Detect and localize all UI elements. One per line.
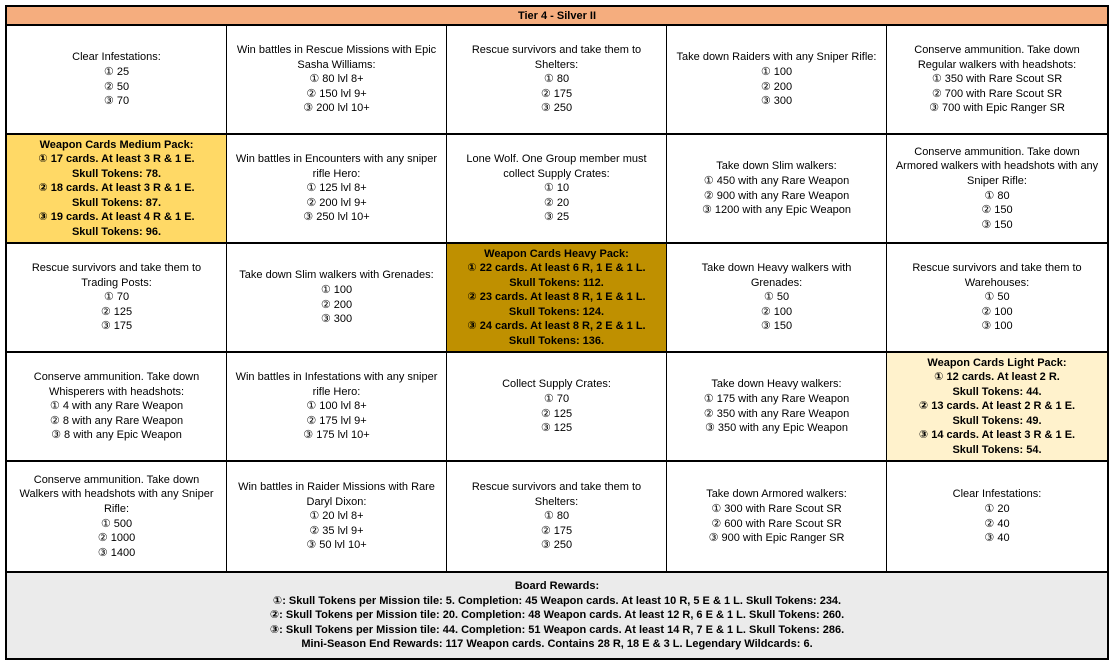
board-rewards xyxy=(5,573,1109,660)
text-line: ③ 125 xyxy=(540,422,573,435)
text-line: ① 70 xyxy=(543,392,570,405)
text-line: ①: Skull Tokens per Mission tile: 5. Completion: 45 Weapon cards. At least 10 R, 5 E & 1 L. Skull Tokens: 234. xyxy=(272,594,842,607)
text-line: ① 17 cards. At least 3 R & 1 E. xyxy=(38,153,195,166)
text-line: Mini-Season End Rewards: 117 Weapon cards. Contains 28 R, 18 E & 3 L. Legendary Wildcards: 6. xyxy=(301,638,813,651)
text-line: Conserve ammunition. Take down Walkers with headshots with any Sniper Rifle: xyxy=(19,473,214,515)
text-line: ③ 19 cards. At least 4 R & 1 E. xyxy=(38,211,195,224)
text-line: Skull Tokens: 112. xyxy=(509,276,604,289)
text-line: ② 900 with any Rare Weapon xyxy=(703,189,850,202)
mission-tile-clear-infestations-2 xyxy=(887,462,1107,571)
text-line: ③ 175 xyxy=(100,320,133,333)
text-line: ③ 350 with any Epic Weapon xyxy=(705,422,848,435)
reward-tile-light-pack xyxy=(887,353,1107,462)
text-line: ③ 1200 with any Epic Weapon xyxy=(701,204,852,217)
text-line: ② 175 xyxy=(540,87,573,100)
text-line: ③ 50 lvl 10+ xyxy=(306,539,367,552)
mission-tile-slim-grenades xyxy=(227,244,447,353)
mission-grid xyxy=(5,26,1109,573)
reward-tile-medium-pack xyxy=(7,135,227,244)
text-line: ③ 14 cards. At least 3 R & 1 E. xyxy=(918,429,1076,442)
text-line: ② 13 cards. At least 2 R & 1 E. xyxy=(918,400,1076,413)
text-line: ① 20 xyxy=(984,502,1010,515)
text-line: ② 100 xyxy=(760,305,793,318)
text-line: ① 100 xyxy=(760,65,793,78)
text-line: ② 200 lvl 9+ xyxy=(306,196,367,209)
text-line: ②: Skull Tokens per Mission tile: 20. Completion: 48 Weapon cards. At least 12 R, 6 E & 1 L. Skull Tokens: 260. xyxy=(269,609,845,622)
text-line: Clear Infestations: xyxy=(952,488,1042,501)
text-line: ③ 150 xyxy=(760,320,793,333)
board-rewards-title: Board Rewards: xyxy=(514,580,600,593)
text-line: ① 350 with Rare Scout SR xyxy=(931,73,1063,86)
text-line: ② 350 with any Rare Weapon xyxy=(703,407,850,420)
text-line: ② 23 cards. At least 8 R, 1 E & 1 L. xyxy=(467,291,646,304)
mission-tile-slim-walkers xyxy=(667,135,887,244)
text-line: ② 1000 xyxy=(97,532,136,545)
text-line: Skull Tokens: 54. xyxy=(952,443,1042,456)
text-line: ① 12 cards. At least 2 R. xyxy=(934,371,1060,384)
text-line: ③ 900 with Epic Ranger SR xyxy=(708,532,845,545)
mission-tile-heavy-walkers xyxy=(667,353,887,462)
mission-tile-walkers-sniper xyxy=(7,462,227,571)
text-line: Win battles in Encounters with any sniper rifle Hero: xyxy=(235,153,438,180)
mission-tile-armored-headshots xyxy=(887,135,1107,244)
text-line: ② 700 with Rare Scout SR xyxy=(931,87,1063,100)
text-line: ② 125 xyxy=(100,305,133,318)
text-line: ③ 40 xyxy=(984,532,1010,545)
text-line: Skull Tokens: 96. xyxy=(71,225,162,238)
mission-tile-regular-headshots xyxy=(887,26,1107,135)
text-line: Weapon Cards Heavy Pack: xyxy=(484,247,629,260)
mission-tile-supply-crates xyxy=(447,353,667,462)
text-line: Skull Tokens: 124. xyxy=(508,305,605,318)
text-line: ① 20 lvl 8+ xyxy=(309,510,364,523)
text-line: ③ 70 xyxy=(103,95,130,108)
text-line: ③ 100 xyxy=(981,320,1013,333)
text-line: ② 40 xyxy=(984,517,1010,530)
text-line: Conserve ammunition. Take down Regular walkers with headshots: xyxy=(914,44,1080,71)
text-line: Take down Raiders with any Sniper Rifle: xyxy=(676,51,877,64)
mission-tile-whisperers xyxy=(7,353,227,462)
text-line: ② 200 xyxy=(320,298,353,311)
text-line: Clear Infestations: xyxy=(72,51,161,64)
text-line: ① 100 xyxy=(320,283,353,296)
text-line: ② 150 xyxy=(981,204,1013,217)
mission-tile-armored-walkers xyxy=(667,462,887,571)
text-line: ③ 250 xyxy=(540,102,573,115)
text-line: Rescue survivors and take them to Shelters: xyxy=(471,481,642,508)
text-line: ① 100 lvl 8+ xyxy=(306,400,367,413)
text-line: ① 300 with Rare Scout SR xyxy=(711,502,842,515)
reward-tile-heavy-pack xyxy=(447,244,667,353)
text-line: ① 80 xyxy=(984,189,1010,202)
text-line: Win battles in Rescue Missions with Epic Sasha Williams: xyxy=(236,44,437,71)
text-line: Conserve ammunition. Take down Armored walkers with headshots with any Sniper Rifle: xyxy=(895,145,1099,187)
text-line: ③ 8 with any Epic Weapon xyxy=(51,429,182,442)
text-line: ③ 25 xyxy=(543,211,570,224)
tier-title: Tier 4 - Silver II xyxy=(517,9,597,22)
text-line: ① 50 xyxy=(763,291,790,304)
mission-tile-encounters-sniper xyxy=(227,135,447,244)
mission-tile-lone-wolf xyxy=(447,135,667,244)
text-line: Skull Tokens: 49. xyxy=(952,414,1042,427)
text-line: ③ 200 lvl 10+ xyxy=(303,102,370,115)
text-line: ① 80 xyxy=(543,510,570,523)
text-line: ② 100 xyxy=(981,305,1013,318)
board-rewards-lines xyxy=(7,594,1107,652)
text-line: ② 35 lvl 9+ xyxy=(309,524,364,537)
mission-tile-shelters xyxy=(447,26,667,135)
mission-tile-raiders-sniper xyxy=(667,26,887,135)
text-line: Weapon Cards Medium Pack: xyxy=(39,138,194,151)
text-line: ① 125 lvl 8+ xyxy=(306,182,367,195)
text-line: Collect Supply Crates: xyxy=(502,378,611,391)
text-line: Take down Heavy walkers: xyxy=(711,378,842,391)
text-line: ① 25 xyxy=(103,65,130,78)
text-line: ① 80 lvl 8+ xyxy=(309,73,364,86)
text-line: ① 175 with any Rare Weapon xyxy=(703,392,850,405)
text-line: Skull Tokens: 44. xyxy=(952,385,1042,398)
text-line: ② 50 xyxy=(103,80,130,93)
mission-tile-raider-daryl xyxy=(227,462,447,571)
text-line: ② 18 cards. At least 3 R & 1 E. xyxy=(38,182,195,195)
text-line: ① 80 xyxy=(543,73,570,86)
text-line: Rescue survivors and take them to Shelters: xyxy=(471,44,642,71)
text-line: ② 175 lvl 9+ xyxy=(306,414,367,427)
text-line: Take down Armored walkers: xyxy=(706,488,847,501)
text-line: Lone Wolf. One Group member must collect Supply Crates: xyxy=(466,153,647,180)
text-line: ③ 250 lvl 10+ xyxy=(303,211,370,224)
text-line: Take down Heavy walkers with Grenades: xyxy=(701,262,852,289)
text-line: ③ 175 lvl 10+ xyxy=(303,429,370,442)
text-line: ③ 1400 xyxy=(97,546,136,559)
text-line: ③ 250 xyxy=(540,539,573,552)
text-line: ② 200 xyxy=(760,80,793,93)
text-line: ① 70 xyxy=(103,291,130,304)
text-line: ② 600 with Rare Scout SR xyxy=(711,517,842,530)
text-line: Take down Slim walkers with Grenades: xyxy=(239,269,434,282)
mission-tile-rescue-sasha xyxy=(227,26,447,135)
text-line: ③ 150 xyxy=(981,218,1013,231)
text-line: ② 175 xyxy=(540,524,573,537)
text-line: ① 22 cards. At least 6 R, 1 E & 1 L. xyxy=(467,262,646,275)
mission-tile-trading-posts xyxy=(7,244,227,353)
text-line: ② 8 with any Rare Weapon xyxy=(49,414,184,427)
text-line: Win battles in Raider Missions with Rare Daryl Dixon: xyxy=(238,481,435,508)
text-line: ② 150 lvl 9+ xyxy=(306,87,367,100)
text-line: ③ 700 with Epic Ranger SR xyxy=(929,102,1065,115)
challenge-board xyxy=(5,5,1109,660)
text-line: Conserve ammunition. Take down Whisperers with headshots: xyxy=(33,371,200,398)
mission-tile-heavy-grenades xyxy=(667,244,887,353)
mission-tile-infestations-sniper xyxy=(227,353,447,462)
text-line: Rescue survivors and take them to Warehouses: xyxy=(912,262,1082,289)
text-line: ① 500 xyxy=(100,517,133,530)
mission-tile-shelters-2 xyxy=(447,462,667,571)
tier-header xyxy=(5,5,1109,26)
text-line: ① 50 xyxy=(984,291,1010,304)
text-line: Win battles in Infestations with any sniper rifle Hero: xyxy=(235,371,438,398)
text-line: ③ 300 xyxy=(320,313,353,326)
mission-tile-clear-infestations xyxy=(7,26,227,135)
text-line: ① 450 with any Rare Weapon xyxy=(703,174,850,187)
text-line: ② 20 xyxy=(543,196,570,209)
text-line: ③: Skull Tokens per Mission tile: 44. Completion: 51 Weapon cards. At least 14 R, 7 E & 1 L. Skull Tokens: 286. xyxy=(269,623,845,636)
text-line: Skull Tokens: 87. xyxy=(71,196,162,209)
text-line: ① 10 xyxy=(543,182,570,195)
text-line: Skull Tokens: 78. xyxy=(71,167,162,180)
text-line: ③ 24 cards. At least 8 R, 2 E & 1 L. xyxy=(467,320,646,333)
text-line: ③ 300 xyxy=(760,95,793,108)
text-line: ① 4 with any Rare Weapon xyxy=(49,400,184,413)
text-line: Skull Tokens: 136. xyxy=(508,334,605,347)
text-line: Rescue survivors and take them to Trading Posts: xyxy=(31,262,202,289)
text-line: Weapon Cards Light Pack: xyxy=(927,356,1067,369)
text-line: ② 125 xyxy=(540,407,573,420)
text-line: Take down Slim walkers: xyxy=(716,160,837,173)
mission-tile-warehouses xyxy=(887,244,1107,353)
